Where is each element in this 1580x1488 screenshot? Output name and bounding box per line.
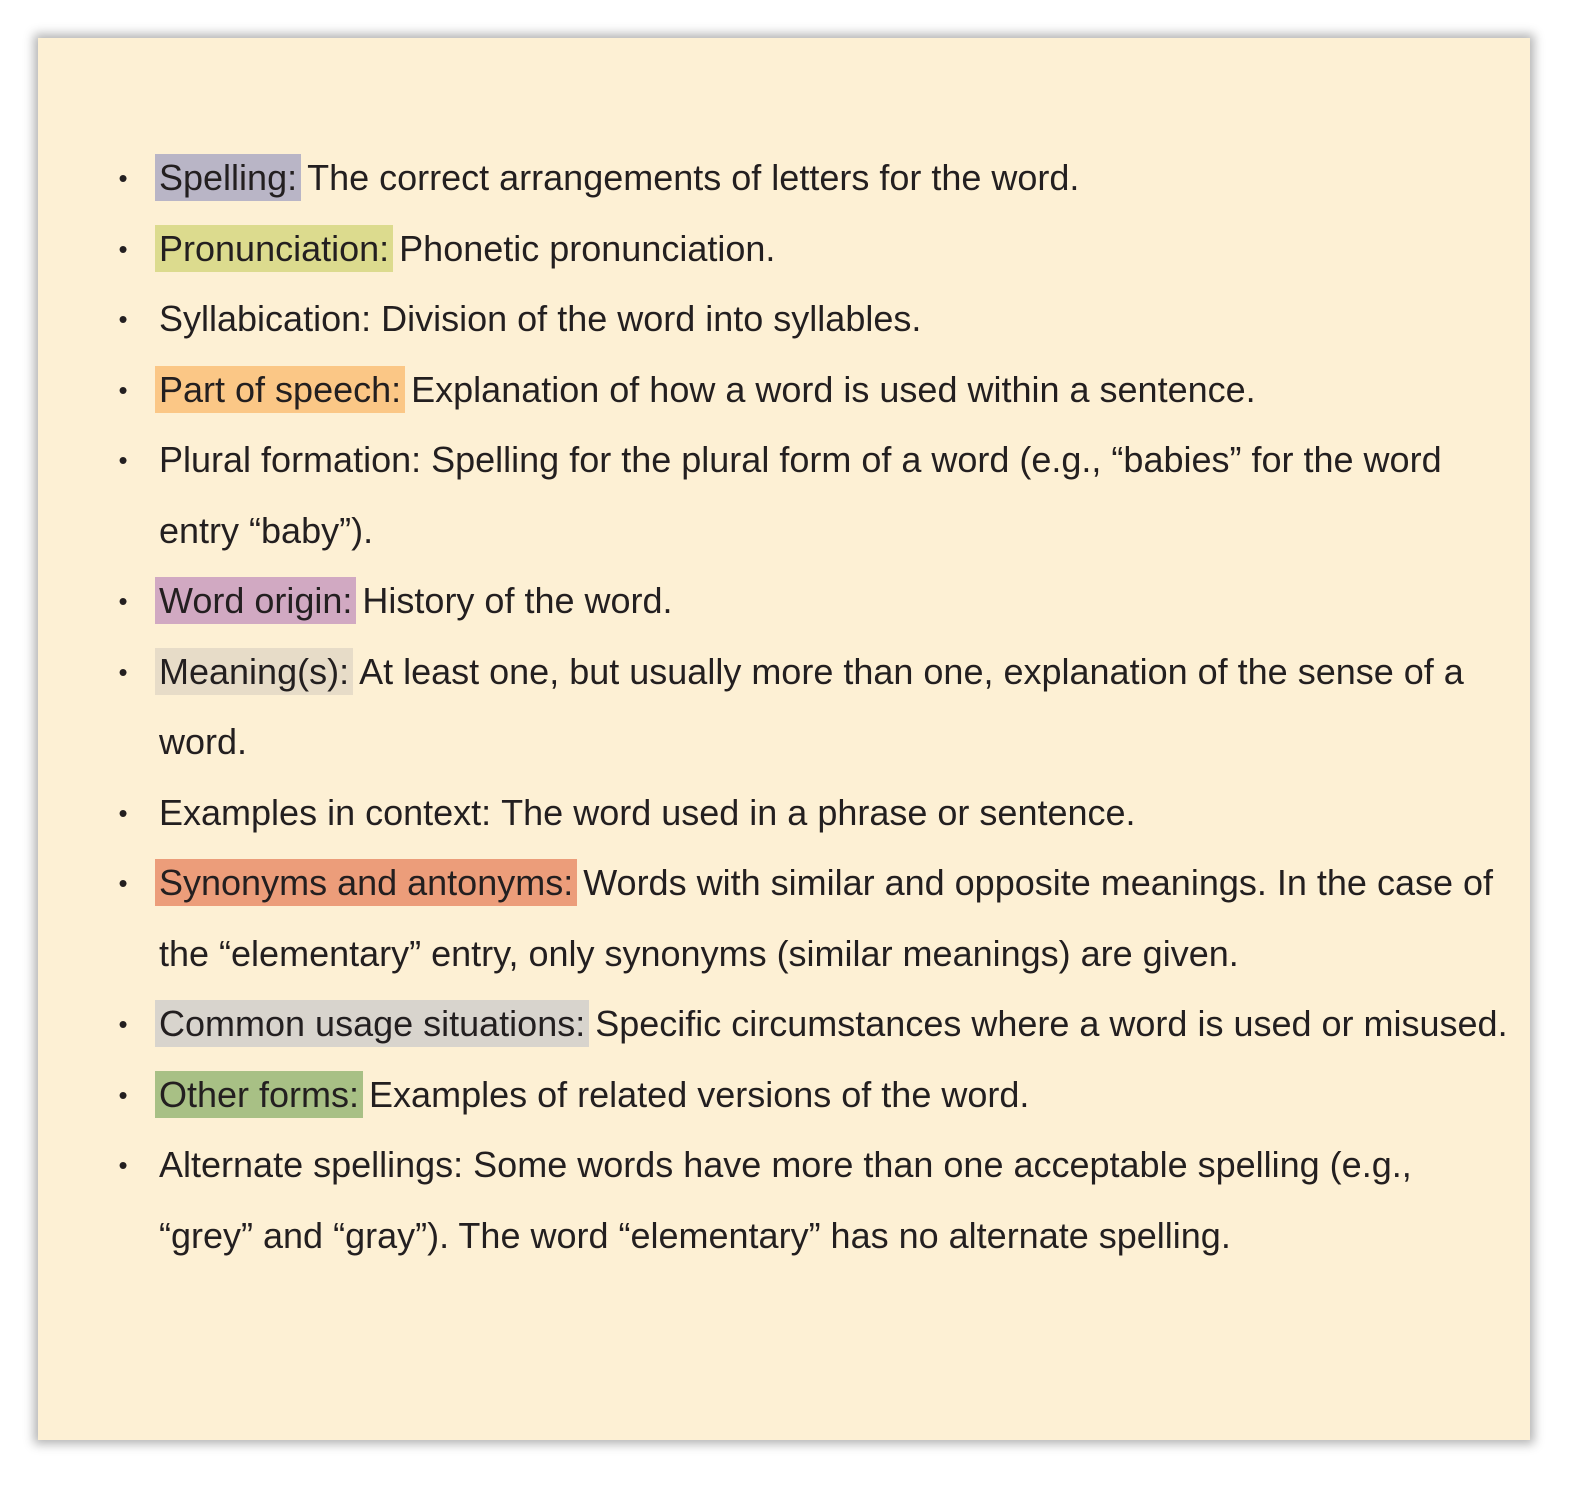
item-description: Words with similar and opposite meanings. In the case of the “elementary” entry, only synonyms (similar meanings) are given. [159, 862, 1494, 974]
item-description: Phonetic pronunciation. [399, 227, 776, 269]
item-description: Explanation of how a word is used within a sentence. [411, 368, 1256, 410]
bullet-icon: • [118, 233, 128, 264]
bullet-icon: • [118, 656, 128, 687]
item-description: The word used in a phrase or sentence. [501, 791, 1136, 833]
item-term: Alternate spellings: [159, 1144, 464, 1185]
bullet-icon: • [118, 1079, 128, 1110]
item-term: Meaning(s): [155, 648, 353, 695]
list-item [38, 425, 1530, 566]
dictionary-parts-list [38, 143, 1530, 1271]
item-description: Division of the word into syllables. [381, 298, 922, 339]
item-description: Some words have more than one acceptable spelling (e.g., “grey” and “gray”). The word “elementary” has no alternate spelling. [159, 1144, 1412, 1256]
list-item [38, 143, 1530, 214]
item-description: At least one, but usually more than one, explanation of the sense of a word. [159, 650, 1464, 762]
list-item [38, 848, 1530, 989]
list-item [38, 214, 1530, 285]
list-item [38, 778, 1530, 849]
list-item [38, 284, 1530, 355]
bullet-icon: • [118, 1150, 128, 1180]
bullet-icon: • [118, 163, 128, 193]
item-description: The correct arrangements of letters for the word. [307, 157, 1080, 198]
item-term: Syllabication: [159, 298, 372, 339]
list-item [38, 1060, 1530, 1131]
list-item [38, 637, 1530, 778]
list-item [38, 989, 1530, 1060]
item-term: Spelling: [155, 154, 301, 201]
bullet-icon: • [118, 586, 128, 616]
list-item [38, 1130, 1530, 1271]
bullet-icon: • [118, 374, 128, 405]
item-description: Examples of related versions of the word. [369, 1073, 1030, 1115]
list-item [38, 566, 1530, 637]
item-term: Examples in context: [159, 791, 492, 833]
bullet-icon: • [118, 797, 128, 828]
bullet-icon: • [118, 868, 128, 898]
bullet-icon: • [118, 445, 128, 475]
item-term: Pronunciation: [155, 225, 393, 272]
dictionary-parts-panel [38, 38, 1530, 1440]
bullet-icon: • [118, 1009, 128, 1039]
item-term: Part of speech: [155, 366, 405, 413]
item-description: History of the word. [362, 580, 673, 621]
item-term: Word origin: [155, 577, 356, 624]
item-term: Plural formation: [159, 439, 422, 480]
list-item [38, 355, 1530, 426]
item-description: Spelling for the plural form of a word (e.g., “babies” for the word entry “baby”). [159, 439, 1442, 551]
bullet-icon: • [118, 304, 128, 334]
item-term: Other forms: [155, 1071, 363, 1118]
item-description: Specific circumstances where a word is used or misused. [595, 1003, 1508, 1044]
item-term: Common usage situations: [155, 1000, 589, 1047]
item-term: Synonyms and antonyms: [155, 859, 577, 906]
